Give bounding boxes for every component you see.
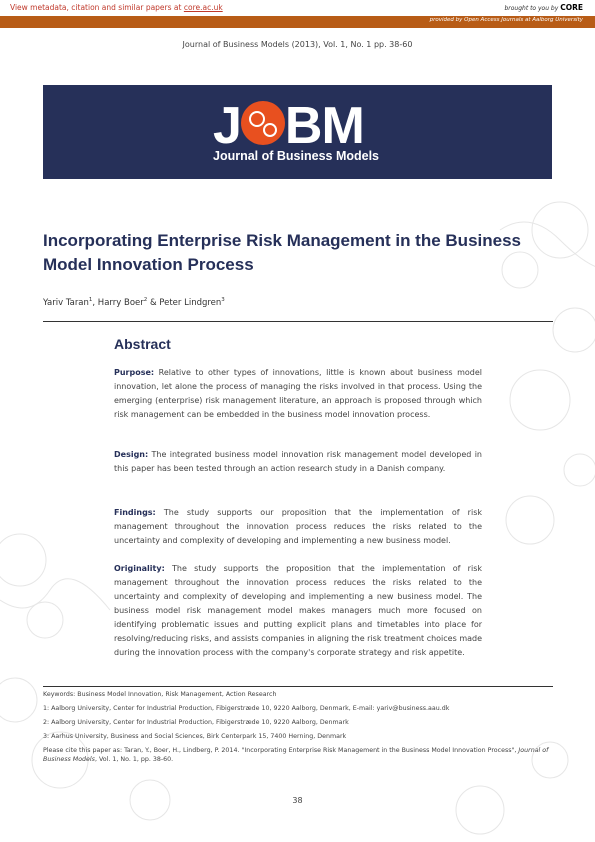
keywords: Keywords: Business Model Innovation, Risk Management, Action Research (43, 691, 277, 698)
footnote-1: 1: Aalborg University, Center for Industrial Production, Fibigerstræde 10, 9220 Aalborg, Denmark, E-mail: yariv@business.aau.dk (43, 705, 450, 712)
jobm-logo: J BM (213, 97, 364, 155)
core-provider-bar (0, 16, 595, 28)
logo-o-icon (241, 101, 285, 145)
footnote-3: 3: Aarhus University, Business and Social Sciences, Birk Centerpark 15, 7400 Herning, Denmark (43, 733, 347, 740)
abstract-purpose: Purpose: Relative to other types of innovations, little is known about business model innovation, let alone the process of managing the risks involved in that process. Using the emerging (enterprise) risk management literature, an approach is proposed through which risk management can be embedded in the business model innovation process. (114, 368, 482, 419)
title-rule (43, 321, 553, 322)
core-banner (0, 0, 595, 16)
core-metadata-text: View metadata, citation and similar papers at core.ac.uk (10, 3, 223, 12)
abstract-originality: Originality: The study supports the proposition that the implementation of risk management throughout the innovation process reduces the risks related to the uncertainty and complexity of developing and implementing a new business model. The business model risk management model makes managers much more focused on identifying problematic issues and putting explicit plans and timetables into place for resolving/reducing risks, and assists companies in aligning the risk treatment choices made during the innovation process with the company's corporate strategy and risk appetite. (114, 564, 483, 657)
core-provided-by[interactable]: provided by Open Access Journals at Aalborg University (429, 17, 583, 23)
paper-title: Incorporating Enterprise Risk Management in the Business Model Innovation Process (43, 231, 521, 274)
abstract-findings: Findings: The study supports our proposition that the implementation of risk management throughout the innovation process reduces the risks related to the uncertainty and complexity of developing and implementing a new business model. (114, 508, 482, 545)
author-list: Yariv Taran$^1$, Harry Boer$^2$ & Peter Lindgren$^3$ (43, 297, 225, 308)
core-brought-by: brought to you by CORE (504, 3, 583, 12)
citation-note: Please cite this paper as: Taran, Y., Boer, H., Lindberg, P. 2014. "Incorporating Enterprise Risk Management in the Business Model Innovation Process", Journal of Business Models, Vol. 1, No. 1, pp. 38-60. (43, 747, 549, 763)
footnote-rule (43, 686, 553, 687)
page-number: 38 (292, 796, 303, 805)
core-link[interactable]: core.ac.uk (183, 3, 223, 12)
journal-citation-line: Journal of Business Models (2013), Vol. 1, No. 1 pp. 38-60 (182, 40, 413, 49)
abstract-design: Design: The integrated business model innovation risk management model developed in this paper has been tested through an action research study in a Danish company. (114, 450, 482, 473)
abstract-heading: Abstract (114, 336, 171, 352)
journal-banner (43, 85, 552, 179)
core-logo[interactable]: CORE (560, 3, 583, 12)
logo-subtitle: Journal of Business Models (213, 149, 380, 163)
footnote-2: 2: Aalborg University, Center for Industrial Production, Fibigerstræde 10, 9220 Aalborg, Denmark (43, 719, 349, 726)
